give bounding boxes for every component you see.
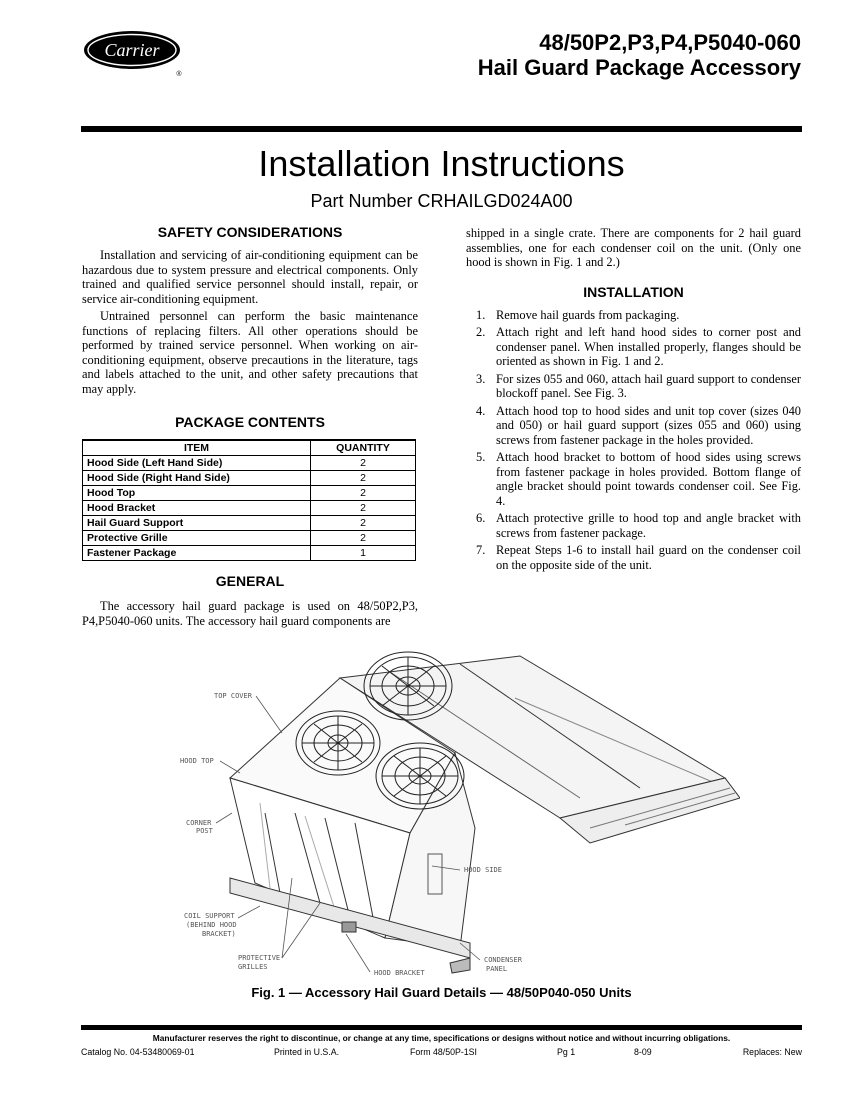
label-coil-support-3: BRACKET): [202, 930, 236, 938]
step-number: 5.: [476, 450, 486, 464]
part-number: Part Number CRHAILGD024A00: [310, 191, 573, 211]
general-heading: GENERAL: [215, 573, 285, 589]
label-condenser-panel: CONDENSER: [484, 956, 522, 964]
step-number: 1.: [476, 307, 486, 322]
quantity-cell: 2: [311, 456, 416, 471]
step-text: Attach protective grille to hood top and angle bracket with screws from fastener package.: [496, 511, 801, 540]
logo-wordmark: Carrier: [104, 40, 160, 60]
table-header-row: [83, 440, 416, 456]
table-row: [83, 516, 416, 531]
step-number: 2.: [476, 325, 486, 339]
footer-date: 8-09: [634, 1047, 652, 1057]
installation-steps: [466, 308, 801, 573]
step-text: Attach hood bracket to bottom of hood sides using screws from fastener package in holes provided. Bottom flange of angle bracket should point towards condenser coil. See Fig. 4.: [496, 450, 801, 508]
step-text: Remove hail guards from packaging.: [496, 307, 680, 322]
safety-heading: SAFETY CONSIDERATIONS: [157, 224, 343, 240]
list-item: [466, 511, 801, 540]
label-protective-grilles: PROTECTIVE: [238, 954, 281, 962]
item-cell: Hood Side (Left Hand Side): [83, 456, 311, 471]
label-coil-support-2: (BEHIND HOOD: [186, 921, 237, 929]
table-row: [83, 471, 416, 486]
label-protective-grilles-2: GRILLES: [238, 963, 268, 971]
package-contents-table: [82, 439, 416, 561]
quantity-cell: 2: [311, 531, 416, 546]
figure-caption: Fig. 1 — Accessory Hail Guard Details — 48/50P040-050 Units: [251, 985, 632, 1000]
label-hood-top: HOOD TOP: [180, 757, 214, 765]
column-header-item: ITEM: [83, 440, 311, 456]
label-top-cover: TOP COVER: [214, 692, 252, 700]
header-rule: [81, 126, 802, 132]
label-corner-post: CORNER: [186, 819, 212, 827]
header-model: 48/50P2,P3,P4,P5040-060: [539, 30, 801, 55]
footer-catalog-number: Catalog No. 04-53480069-01: [81, 1047, 195, 1057]
footer-replaces: Replaces: New: [742, 1047, 802, 1057]
footer-printed-in: Printed in U.S.A.: [274, 1047, 340, 1057]
step-number: 3.: [476, 371, 486, 386]
item-cell: Hood Side (Right Hand Side): [83, 471, 311, 486]
safety-paragraph-1: Installation and servicing of air-conditioning equipment can be hazardous due to system pressure and electrical components. Only trained and qualified service personnel should install, repair, or service air-conditioning equipment.: [82, 248, 418, 306]
label-coil-support: COIL SUPPORT: [184, 912, 235, 920]
registered-mark: ®: [176, 71, 182, 78]
step-number: 4.: [476, 403, 486, 418]
safety-paragraph-2: Untrained personnel can perform the basic maintenance functions of replacing filters. All other operations should be performed by trained service personnel. When working on air-conditioning equipment, observe precautions in the literature, tags and labels attached to the unit, and other safety precautions that may apply.: [82, 309, 418, 396]
table-row: [83, 546, 416, 561]
list-item: [466, 543, 801, 572]
list-item: [466, 325, 801, 369]
footer-form-number: Form 48/50P-1SI: [410, 1047, 477, 1057]
item-cell: Protective Grille: [83, 531, 311, 546]
quantity-cell: 2: [311, 501, 416, 516]
quantity-cell: 1: [311, 546, 416, 561]
general-paragraph: The accessory hail guard package is used on 48/50P2,P3, P4,P5040-060 units. The accessory hail guard components are: [82, 599, 418, 628]
item-cell: Hood Bracket: [83, 501, 311, 516]
footer-page-number: Pg 1: [557, 1047, 576, 1057]
installation-heading: INSTALLATION: [583, 283, 684, 300]
footer-rule: [81, 1025, 802, 1030]
list-item: [466, 404, 801, 448]
table-row: [83, 531, 416, 546]
label-condenser-panel-2: PANEL: [486, 965, 508, 973]
table-row: [83, 456, 416, 471]
general-paragraph-continued: shipped in a single crate. There are components for 2 hail guard assemblies, one for each condenser coil on the unit. (Only one hood is shown in Fig. 1 and 2.): [466, 226, 801, 269]
package-contents-heading: PACKAGE CONTENTS: [175, 414, 325, 430]
quantity-cell: 2: [311, 486, 416, 501]
step-number: 6.: [476, 511, 486, 525]
item-cell: Fastener Package: [83, 546, 311, 561]
step-number: 7.: [476, 543, 486, 557]
table-row: [83, 501, 416, 516]
list-item: [466, 372, 801, 401]
quantity-cell: 2: [311, 516, 416, 531]
step-text: Repeat Steps 1-6 to install hail guard on the condenser coil on the opposite side of the unit.: [496, 543, 801, 572]
list-item: [466, 308, 801, 323]
quantity-cell: 2: [311, 471, 416, 486]
right-column: [466, 224, 801, 575]
label-corner-post-2: POST: [196, 827, 213, 835]
header-title: Hail Guard Package Accessory: [477, 55, 801, 80]
hail-guard-diagram: [170, 638, 740, 983]
step-text: Attach hood top to hood sides and unit top cover (sizes 040 and 050) or hail guard support (sizes 055 and 060) using screws from fastener package in the holes provided.: [496, 403, 801, 447]
footer-disclaimer: Manufacturer reserves the right to discontinue, or change at any time, specifications or designs without notice and without incurring obligations.: [152, 1033, 731, 1043]
document-title: Installation Instructions: [258, 143, 625, 184]
left-column: [82, 224, 418, 628]
step-text: Attach right and left hand hood sides to corner post and condenser panel. When installed properly, flanges should be oriented as shown in Fig. 1 and 2.: [496, 325, 801, 368]
label-hood-bracket: HOOD BRACKET: [374, 969, 425, 977]
list-item: [466, 450, 801, 508]
table-row: [83, 486, 416, 501]
column-header-quantity: QUANTITY: [311, 440, 416, 456]
carrier-logo: [82, 28, 186, 78]
label-hood-side: HOOD SIDE: [464, 866, 502, 874]
item-cell: Hood Top: [83, 486, 311, 501]
step-text: For sizes 055 and 060, attach hail guard support to condenser blockoff panel. See Fig. 3.: [496, 371, 801, 400]
item-cell: Hail Guard Support: [83, 516, 311, 531]
